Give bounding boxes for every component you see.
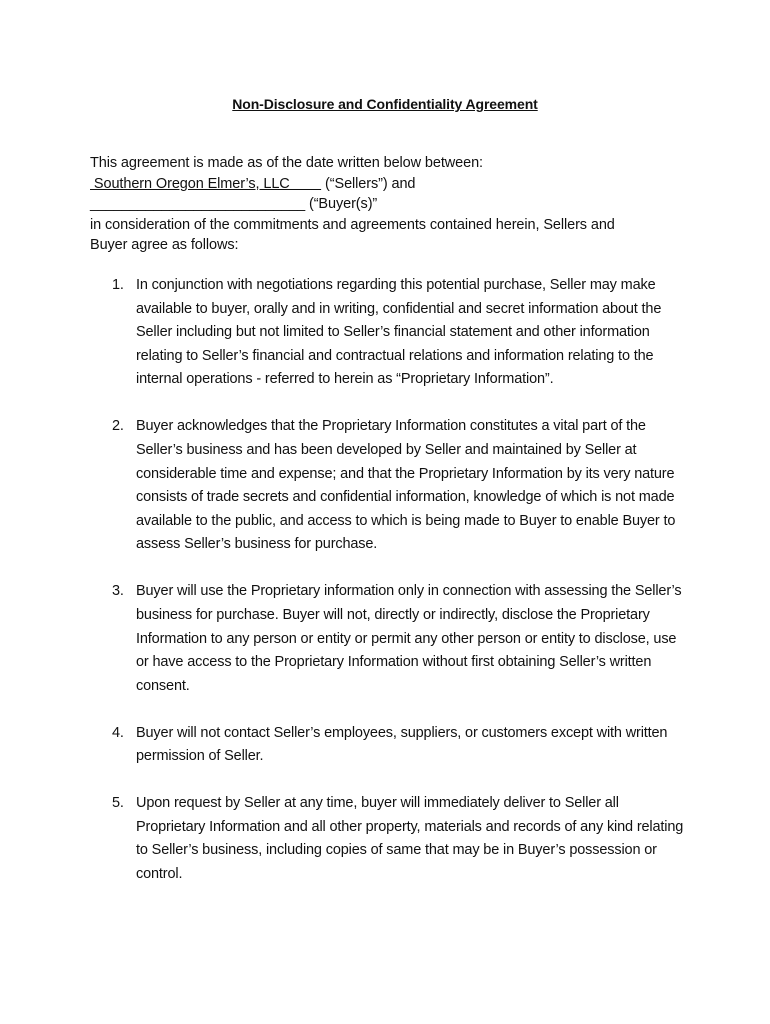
clause-text: Upon request by Seller at any time, buyer will immediately deliver to Seller all Proprietary Information and all other property, materials and records of any kind relating to Seller’s business, including copies of same that may be in Buyer’s possession or control.: [136, 795, 684, 883]
agreement-intro: [90, 153, 690, 256]
intro-line: This agreement is made as of the date written below between:: [90, 155, 483, 171]
buyer-blank: ___________________________: [90, 196, 306, 212]
clause-text: Buyer acknowledges that the Proprietary Information constitutes a vital part of the Seller’s business and has been developed by Seller and maintained by Seller at considerable time and expense; and that the Proprietary Information by its very nature consists of trade secrets and confidential information, knowledge of which is not made available to the public, and access to which is being made to Buyer to enable Buyer to assess Seller’s business for purchase.: [136, 418, 676, 553]
seller-suffix: (“Sellers”) and: [321, 175, 416, 192]
buyer-line: [90, 194, 690, 215]
clause-item: [90, 792, 690, 886]
clause-item: [90, 274, 690, 392]
agree-line: Buyer agree as follows:: [90, 237, 239, 253]
consideration-line: in consideration of the commitments and agreements contained herein, Sellers and: [90, 216, 615, 233]
document-title: Non-Disclosure and Confidentiality Agreement: [232, 96, 538, 112]
clause-number: 1.: [112, 277, 124, 293]
clause-number: 4.: [112, 724, 124, 741]
clause-number: 5.: [112, 795, 124, 812]
clause-text: In conjunction with negotiations regarding this potential purchase, Seller may make available to buyer, orally and in writing, confidential and secret information about the Seller including but not limited to Seller’s financial statement and other information relating to Seller’s financial and contractual relations and information relating to the internal operations - referred to herein as “Proprietary Information”.: [136, 277, 662, 388]
clause-number: 3.: [112, 583, 124, 600]
seller-line: [90, 174, 690, 195]
clause-item: [90, 415, 690, 557]
seller-name: Southern Oregon Elmer’s, LLC: [90, 175, 322, 192]
clause-number: 2.: [112, 418, 124, 435]
clause-text: Buyer will not contact Seller’s employees, suppliers, or customers except with written permission of Seller.: [136, 724, 668, 765]
clause-list: [90, 274, 690, 910]
buyer-suffix: (“Buyer(s)”: [305, 196, 378, 212]
clause-text: Buyer will use the Proprietary information only in connection with assessing the Seller’s business for purchase. Buyer will not, directly or indirectly, disclose the Proprietary Information to any person or entity or permit any other person or entity to disclose, use or have access to the Proprietary Information without first obtaining Seller’s written consent.: [136, 583, 682, 694]
clause-item: [90, 722, 690, 769]
clause-item: [90, 580, 690, 698]
